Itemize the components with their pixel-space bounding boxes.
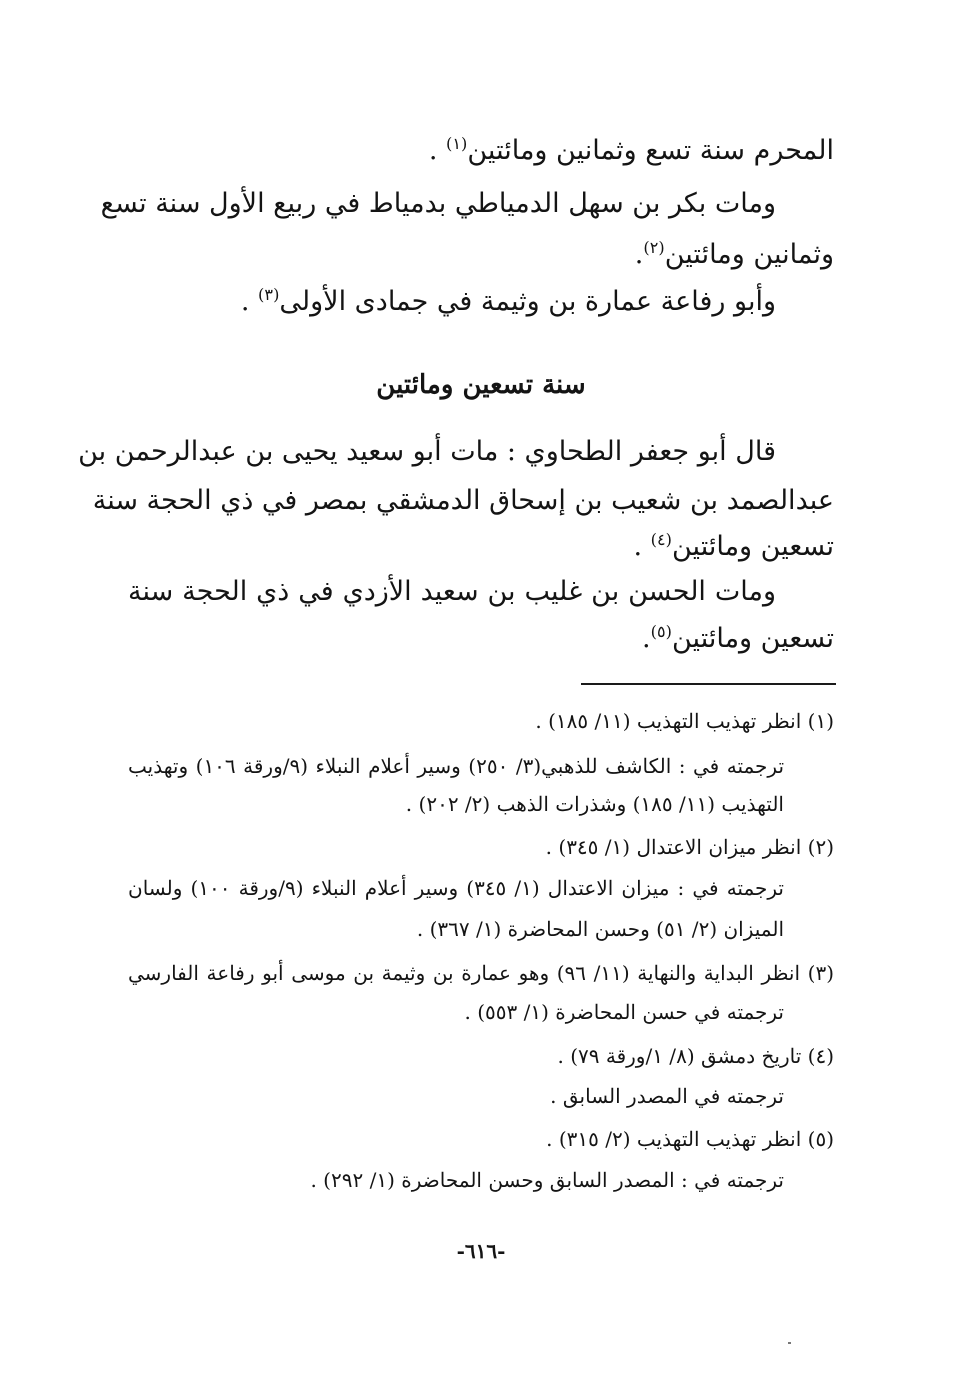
footnote-3-source: ترجمته في حسن المحاضرة (١/ ٥٥٣) . [464,1000,784,1024]
footnote-ref-3: (٣) [258,285,280,304]
footnote-2-source-a: ترجمته في : ميزان الاعتدال (١/ ٣٤٥) وسير أعلام النبلاء (٩/ورقة ١٠٠) ولسان [128,876,784,900]
footnote-ref-2: (٢) [643,238,665,257]
body-line-9-end: . [642,623,651,654]
body-line-5: قال أبو جعفر الطحاوي : مات أبو سعيد يحيى بن عبدالرحمن بن [78,436,776,467]
footnote-2-source-b: الميزان (٢/ ٥١) وحسن المحاضرة (١/ ٣٦٧) . [416,917,784,941]
body-line-4 [241,278,776,326]
footnote-1: (١) انظر تهذيب التهذيب (١١/ ١٨٥) . [535,709,834,733]
footnote-ref-1: (١) [446,134,468,153]
body-line-7 [633,523,834,571]
footnote-3: (٣) انظر البداية والنهاية (١١/ ٩٦) وهو عمارة بن وثيمة بن موسى أبو رفاعة الفارسي [128,961,834,985]
body-line-6: عبدالصمد بن شعيب بن إسحاق الدمشقي بمصر في ذي الحجة سنة [92,485,834,516]
body-line-3-text: وثمانين ومائتين [664,239,834,270]
footnote-5-source: ترجمته في : المصدر السابق وحسن المحاضرة (١/ ٢٩٢) . [310,1168,784,1192]
body-line-1 [429,127,834,175]
footnote-2: (٢) انظر ميزان الاعتدال (١/ ٣٤٥) . [545,835,834,859]
body-line-1-end: . [428,135,447,166]
body-line-7-end: . [633,531,651,562]
body-line-7-text: تسعين ومائتين [672,531,834,562]
footnote-ref-4: (٤) [650,530,672,549]
body-line-2: ومات بكر بن سهل الدمياطي بدمياط في ربيع الأول سنة تسع [100,188,776,219]
section-heading: سنة تسعين ومائتين [376,370,586,400]
footnote-4-source: ترجمته في المصدر السابق . [550,1084,784,1108]
footnote-4: (٤) تاريخ دمشق (٨/ ١/ورقة ٧٩) . [557,1044,834,1068]
body-line-1-text: المحرم سنة تسع وثمانين ومائتين [467,135,834,166]
scan-mark [788,1342,791,1344]
footnote-1-source-b: التهذيب (١١/ ١٨٥) وشذرات الذهب (٢/ ٢٠٢) . [405,792,784,816]
footnote-1-source-a: ترجمته في : الكاشف للذهبي(٣/ ٢٥٠) وسير أعلام النبلاء (٩/ورقة ١٠٦) وتهذيب [128,754,785,778]
footnote-5: (٥) انظر تهذيب التهذيب (٢/ ٣١٥) . [546,1127,834,1151]
body-line-8: ومات الحسن بن غليب بن سعيد الأزدي في ذي الحجة سنة [128,576,776,607]
body-line-4-text: وأبو رفاعة عمارة بن وثيمة في جمادى الأولى [279,286,776,317]
body-line-9 [642,615,834,663]
body-line-3 [635,231,834,279]
footnote-ref-5: (٥) [650,622,672,641]
body-line-3-end: . [634,239,644,270]
body-line-9-text: تسعين ومائتين [672,623,834,654]
page-number: -٦١٦- [456,1239,506,1263]
footnote-separator [581,683,836,685]
body-line-4-end: . [240,286,259,317]
